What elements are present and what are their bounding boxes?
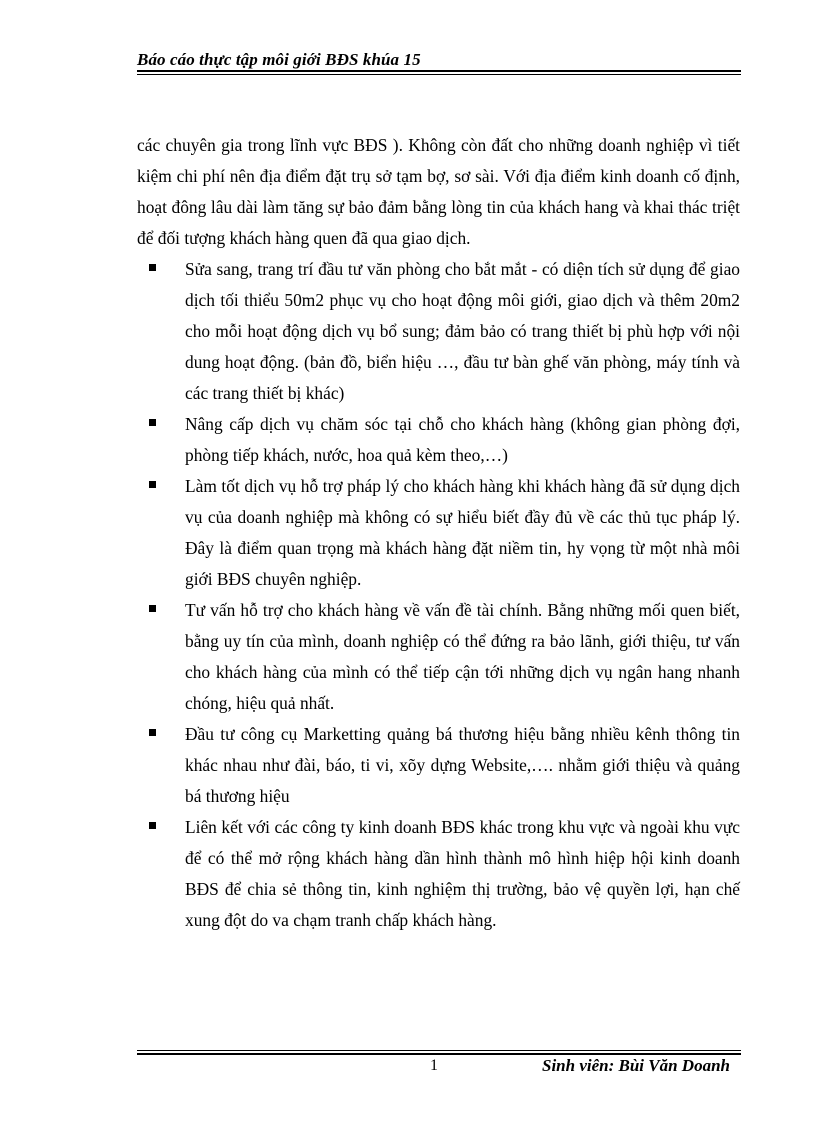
page-number: 1	[430, 1057, 438, 1074]
list-item	[137, 409, 740, 471]
list-item-text: Đầu tư công cụ Marketting quảng bá thương hiệu bằng nhiều kênh thông tin khác nhau như đài, báo, ti vi, xõy dựng Website,…. nhằm giới thiệu và quảng bá thương hiệu	[185, 724, 740, 806]
list-item-text: Tư vấn hỗ trợ cho khách hàng về vấn đề tài chính. Bằng những mối quen biết, bằng uy tín của mình, doanh nghiệp có thể đứng ra bảo lãnh, giới thiệu, tư vấn cho khách hàng của mình có thể tiếp cận tới những dịch vụ ngân hang nhanh chóng, hiệu quả nhất.	[185, 600, 740, 713]
bullet-list	[137, 254, 740, 936]
document-body	[137, 130, 740, 936]
list-item-text: Sửa sang, trang trí đầu tư văn phòng cho bắt mắt - có diện tích sử dụng để giao dịch tối thiểu 50m2 phục vụ cho hoạt động môi giới, giao dịch và thêm 20m2 cho mỗi hoạt động dịch vụ bổ sung; đảm bảo có trang thiết bị phù hợp với nội dung hoạt động. (bản đồ, biển hiệu …, đầu tư bàn ghế văn phòng, máy tính và các trang thiết bị khác)	[185, 259, 740, 403]
list-item	[137, 471, 740, 595]
list-item-text: Nâng cấp dịch vụ chăm sóc tại chỗ cho khách hàng (không gian phòng đợi, phòng tiếp khách, nước, hoa quả kèm theo,…)	[185, 414, 740, 465]
intro-paragraph: các chuyên gia trong lĩnh vực BĐS ). Không còn đất cho những doanh nghiệp vì tiết kiệm chi phí nên địa điểm đặt trụ sở tạm bợ, sơ sài. Với địa điểm kinh doanh cố định, hoạt đông lâu dài làm tăng sự bảo đảm bằng lòng tin của khách hang và khai thác triệt để đối tượng khách hàng quen đã qua giao dịch.	[137, 135, 740, 248]
footer-rule-thin	[137, 1050, 741, 1051]
footer-author: Sinh viên: Bùi Văn Doanh	[541, 1056, 730, 1075]
square-bullet-icon	[149, 481, 156, 488]
square-bullet-icon	[149, 419, 156, 426]
square-bullet-icon	[149, 729, 156, 736]
header-title: Báo cáo thực tập môi giới BĐS khúa 15	[137, 50, 421, 69]
square-bullet-icon	[149, 822, 156, 829]
list-item	[137, 719, 740, 812]
header-rule-thick	[137, 70, 741, 72]
list-item	[137, 254, 740, 409]
list-item	[137, 595, 740, 719]
header-rule-thin	[137, 74, 741, 75]
list-item	[137, 812, 740, 936]
list-item-text: Làm tốt dịch vụ hỗ trợ pháp lý cho khách hàng khi khách hàng đã sử dụng dịch vụ của doanh nghiệp mà không có sự hiểu biết đầy đủ về các thủ tục pháp lý. Đây là điểm quan trọng mà khách hàng đặt niềm tin, hy vọng từ một nhà môi giới BĐS chuyên nghiệp.	[185, 476, 740, 589]
list-item-text: Liên kết với các công ty kinh doanh BĐS khác trong khu vực và ngoài khu vực để có thể mở rộng khách hàng dần hình thành mô hình hiệp hội kinh doanh BĐS để chia sẻ thông tin, kinh nghiệm thị trường, bảo vệ quyền lợi, hạn chế xung đột do va chạm tranh chấp khách hàng.	[185, 817, 740, 930]
footer-rule-thick	[137, 1053, 741, 1055]
square-bullet-icon	[149, 264, 156, 271]
square-bullet-icon	[149, 605, 156, 612]
